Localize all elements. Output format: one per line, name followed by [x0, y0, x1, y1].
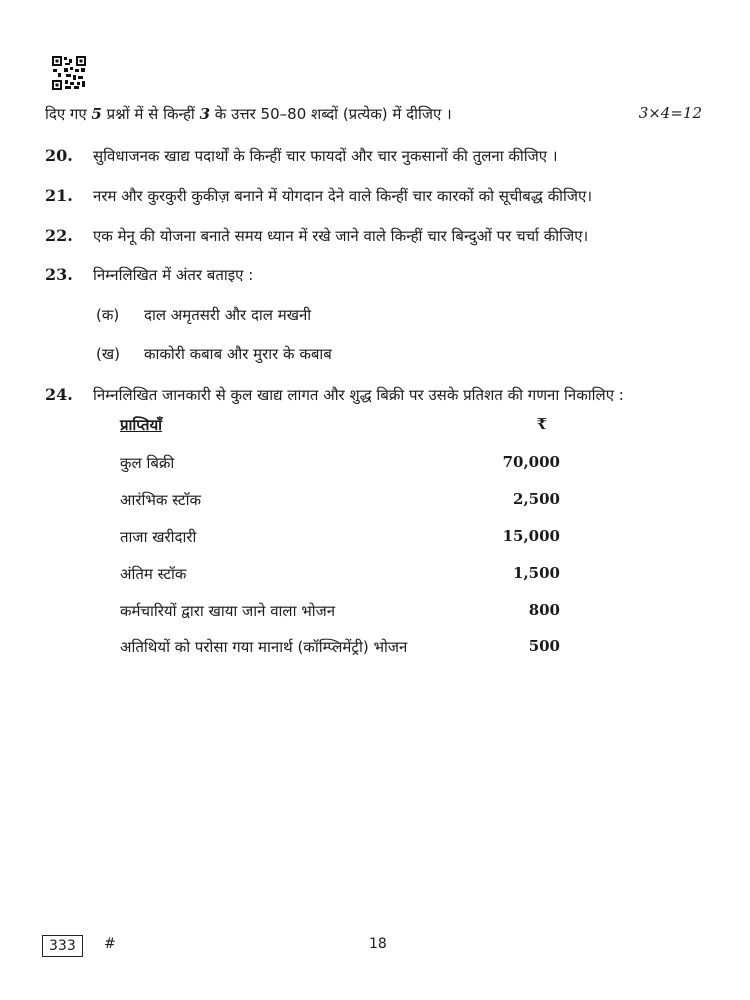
row-value: 15,000: [502, 527, 560, 545]
row-value: 70,000: [502, 453, 560, 471]
question-21: [45, 186, 705, 206]
header-item: प्राप्तियाँ: [120, 416, 163, 434]
question-text: नरम और कुरकुरी कुकीज़ बनाने में योगदान देने वाले किन्हीं चार कारकों को सूचीबद्ध कीजिए।: [93, 187, 593, 205]
row-item: ताजा खरीदारी: [120, 528, 197, 546]
part-text: दाल अमृतसरी और दाल मखनी: [144, 306, 312, 324]
row-value: 1,500: [513, 564, 560, 582]
question-text: निम्नलिखित में अंतर बताइए :: [93, 266, 254, 284]
question-number: 24.: [45, 385, 73, 404]
question-number: 21.: [45, 186, 73, 205]
paper-code: 333: [42, 935, 83, 957]
page-number: 18: [369, 936, 387, 952]
q23-part-kha: [96, 344, 332, 364]
table-row: [120, 490, 560, 510]
question-text: सुविधाजनक खाद्य पदार्थों के किन्हीं चार फायदों और चार नुकसानों की तुलना कीजिए ।: [93, 147, 558, 165]
table-row: [120, 601, 560, 621]
question-text: एक मेनू की योजना बनाते समय ध्यान में रखे जाने वाले किन्हीं चार बिन्दुओं पर चर्चा कीजिए।: [93, 227, 589, 245]
table-header: [120, 415, 560, 435]
row-value: 800: [528, 601, 560, 619]
question-20: [45, 146, 705, 166]
table-row: [120, 527, 560, 547]
row-item: कुल बिक्री: [120, 454, 175, 472]
row-value: 500: [528, 637, 560, 655]
part-label: (क): [96, 306, 120, 324]
section-marks: 3×4=12: [638, 104, 702, 122]
row-item: कर्मचारियों द्वारा खाया जाने वाला भोजन: [120, 602, 336, 620]
table-row: [120, 453, 560, 473]
table-row: [120, 637, 560, 657]
question-24: [45, 385, 705, 405]
question-number: 23.: [45, 265, 73, 284]
footer-hash: #: [104, 936, 116, 952]
question-number: 20.: [45, 146, 73, 165]
question-22: [45, 226, 705, 246]
question-23: [45, 265, 705, 285]
row-item: अतिथियों को परोसा गया मानार्थ (कॉम्प्लिमेंट्री) भोजन: [120, 638, 408, 656]
row-item: आरंभिक स्टॉक: [120, 491, 201, 509]
instruction-text: दिए गए 5 प्रश्नों में से किन्हीं 3 के उत्तर 50–80 शब्दों (प्रत्येक) में दीजिए ।: [45, 105, 452, 123]
question-number: 22.: [45, 226, 73, 245]
section-instruction: [45, 104, 702, 124]
question-text: निम्नलिखित जानकारी से कुल खाद्य लागत और शुद्ध बिक्री पर उसके प्रतिशत की गणना निकालिए :: [93, 386, 624, 404]
row-item: अंतिम स्टॉक: [120, 565, 187, 583]
table-row: [120, 564, 560, 584]
q23-part-ka: [96, 305, 311, 325]
part-label: (ख): [96, 345, 120, 363]
row-value: 2,500: [513, 490, 560, 508]
part-text: काकोरी कबाब और मुरार के कबाब: [144, 345, 332, 363]
qr-code: [52, 56, 86, 90]
header-currency: ₹: [536, 415, 548, 433]
